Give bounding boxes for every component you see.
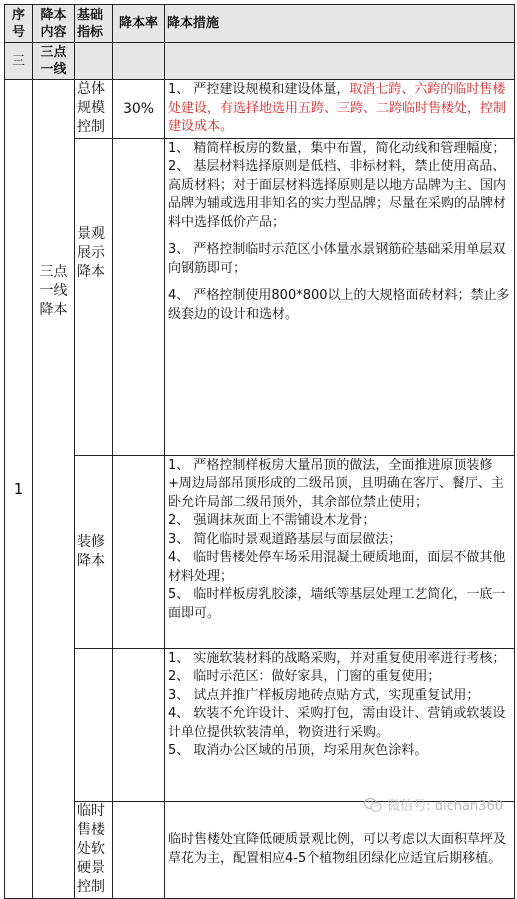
measures-cell [165,801,515,898]
measure-item: 2、 基层材料选择原则是低档、非标材料，禁止使用高品、高质材料；对于面层材料选择原则是以地方品牌为主、国内品牌为辅或选用非知名的实力型品牌；尽量在采购的品牌材料中选择低价产品； [168,159,507,230]
indicator-cell: 总体规模控制 [75,80,113,139]
measure-item: 5、 取消办公区域的吊顶，均采用灰色涂料。 [168,743,428,758]
watermark-text: 微信号: dichan360 [387,799,503,814]
measures-cell [165,455,515,648]
level2-indicator [75,43,113,80]
indicator-cell: 装修降本 [75,455,113,648]
measures-cell [165,648,515,801]
measures-cell [165,138,515,455]
rate-cell [113,138,165,455]
table-header-row [5,5,515,43]
table-row [5,138,515,455]
rate-cell [113,455,165,648]
table-row [5,455,515,648]
measure-item: 3、 严格控制临时示范区小体量水景钢筋砼基础采用单层双向钢筋即可； [168,242,506,276]
measure-item: 1、 严格控制样板房大量吊顶的做法，全面推进原顶装修+周边局部吊顶形成的二级吊顶，且明确在客厅、餐厅、主卧允许局部二级吊顶外，其余部位禁止使用； [168,457,504,510]
cost-reduction-table [4,4,515,899]
indicator-cell [75,648,113,801]
level2-rate [113,43,165,80]
indicator-cell: 景观展示降本 [75,138,113,455]
measure-item: 3、 试点并推广样板房地砖点贴方式，实现重复试用； [168,687,480,703]
watermark [364,795,503,814]
measure-item: 4、 严格控制使用800*800以上的大规格面砖材料；禁止多级套边的设计和选材。 [168,288,510,322]
header-rate: 降本率 [113,5,165,43]
measure-item: 4、 软装不允许设计、采购打包，需由设计、营销或软装设计单位提供软装清单，物资进行采购。 [168,706,506,740]
header-seq: 序号 [5,5,33,43]
measure-text: 1、 严控建设规模和建设体量， [168,82,350,97]
measure-item: 1、 精简样板房的数量，集中布置，简化动线和管理幅度； [168,140,506,156]
indicator-cell: 临时售楼处软硬景控制 [75,801,113,898]
measure-item: 1、 实施软装材料的战略采购，并对重复使用率进行考核； [168,650,506,666]
level2-seq: 三 [5,43,33,80]
measure-item: 3、 简化临时景观道路基层与面层做法； [168,531,402,547]
group-content: 三点一线降本 [33,80,75,899]
measure-item: 4、 临时售楼处停车场采用混凝土硬质地面，面层不做其他材料处理； [168,550,506,584]
group-seq: 1 [5,80,33,899]
rate-cell [113,801,165,898]
measure-item: 2、 临时示范区：做好家具，门窗的重复使用； [168,669,441,684]
rate-cell [113,648,165,801]
header-content: 降本内容 [33,5,75,43]
level2-measures [165,43,515,80]
rate-cell: 30% [113,80,165,139]
table-row [5,648,515,801]
table-row [5,801,515,898]
level2-row [5,43,515,80]
wechat-icon [364,798,382,812]
header-measures: 降本措施 [165,5,515,43]
header-indicator: 基础指标 [75,5,113,43]
measures-cell [165,80,515,139]
measure-item: 临时售楼处宜降低硬质景观比例，可以考虑以大面积草坪及草花为主，配置相应4-5个植物组团绿化应适宜后期移植。 [168,832,507,866]
table-row [5,80,515,139]
level2-content: 三点一线 [33,43,75,80]
measure-item: 2、 强调抹灰面上不需铺设木龙骨； [168,513,376,528]
measure-item: 5、 临时样板房乳胶漆，墙纸等基层处理工艺简化，一底一面即可。 [168,587,506,621]
measure-text-highlight: 取消七跨、六跨的临时售楼处建设，有选择地选用五跨、三跨、二跨临时售楼处，控制建设成本。 [168,82,507,134]
